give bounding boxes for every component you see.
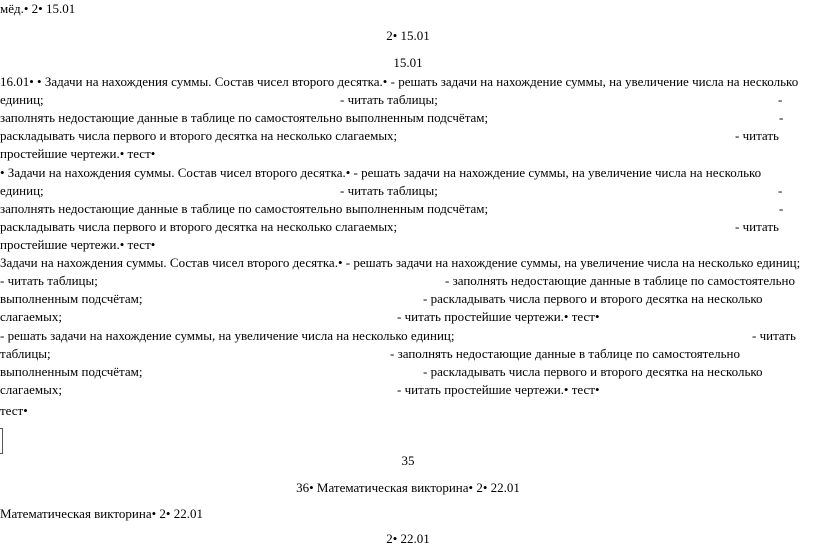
text-line: - читать (735, 219, 779, 234)
text-line: • Задачи на нахождения суммы. Состав чисел второго десятка.• - решать задачи на нахождение суммы, на увеличение числа на несколько (0, 165, 762, 180)
text-line: - (778, 92, 783, 107)
text-line: выполненным подсчётам; (0, 364, 143, 379)
text-line: заполнять недостающие данные в таблице по самостоятельно выполненным подсчётам; (0, 110, 489, 125)
header-date-center: 2• 15.01 (386, 28, 430, 43)
text-line: - читать простейшие чертежи.• тест• (397, 382, 600, 397)
page-number: 35 (401, 453, 415, 468)
text-line: единиц; (0, 92, 44, 107)
text-line: 16.01• • Задачи на нахождения суммы. Состав чисел второго десятка.• - решать задачи на нахождение суммы, на увеличение числа на несколько (0, 74, 799, 89)
text-line: раскладывать числа первого и второго десятка на несколько слагаемых; (0, 219, 398, 234)
text-line: - читать таблицы; (0, 273, 98, 288)
header-line: мёд.• 2• 15.01 (0, 1, 76, 16)
text-line: простейшие чертежи.• тест• (0, 146, 156, 161)
text-line: - решать задачи на нахождение суммы, на увеличение числа на несколько единиц; (0, 328, 455, 343)
text-line: - читать (735, 128, 779, 143)
text-line: - (779, 110, 784, 125)
text-line: Задачи на нахождения суммы. Состав чисел второго десятка.• - решать задачи на нахождение суммы, на увеличение числа на несколько единиц; (0, 255, 801, 270)
text-cursor-box (0, 428, 3, 454)
text-line: - читать таблицы; (340, 183, 438, 198)
text-line: - раскладывать числа первого и второго десятка на несколько (423, 364, 763, 379)
text-line: - заполнять недостающие данные в таблице по самостоятельно (445, 273, 796, 288)
text-line: - читать таблицы; (340, 92, 438, 107)
lesson-title-left: Математическая викторина• 2• 22.01 (0, 506, 203, 521)
lesson-title-center: 36• Математическая викторина• 2• 22.01 (296, 480, 520, 495)
text-line: - (779, 201, 784, 216)
text-line: - читать (752, 328, 796, 343)
text-line: выполненным подсчётам; (0, 291, 143, 306)
text-line: таблицы; (0, 346, 51, 361)
header-date: 15.01 (393, 55, 423, 70)
text-line: раскладывать числа первого и второго десятка на несколько слагаемых; (0, 128, 398, 143)
text-line: - заполнять недостающие данные в таблице по самостоятельно (390, 346, 741, 361)
text-line: простейшие чертежи.• тест• (0, 237, 156, 252)
text-line: слагаемых; (0, 309, 62, 324)
lesson-date-center: 2• 22.01 (386, 531, 430, 546)
text-line: - раскладывать числа первого и второго десятка на несколько (423, 291, 763, 306)
text-line: единиц; (0, 183, 44, 198)
text-line: - читать простейшие чертежи.• тест• (397, 309, 600, 324)
paragraph-5: тест• (0, 403, 28, 418)
text-line: слагаемых; (0, 382, 62, 397)
text-line: - (778, 183, 783, 198)
text-line: заполнять недостающие данные в таблице по самостоятельно выполненным подсчётам; (0, 201, 489, 216)
